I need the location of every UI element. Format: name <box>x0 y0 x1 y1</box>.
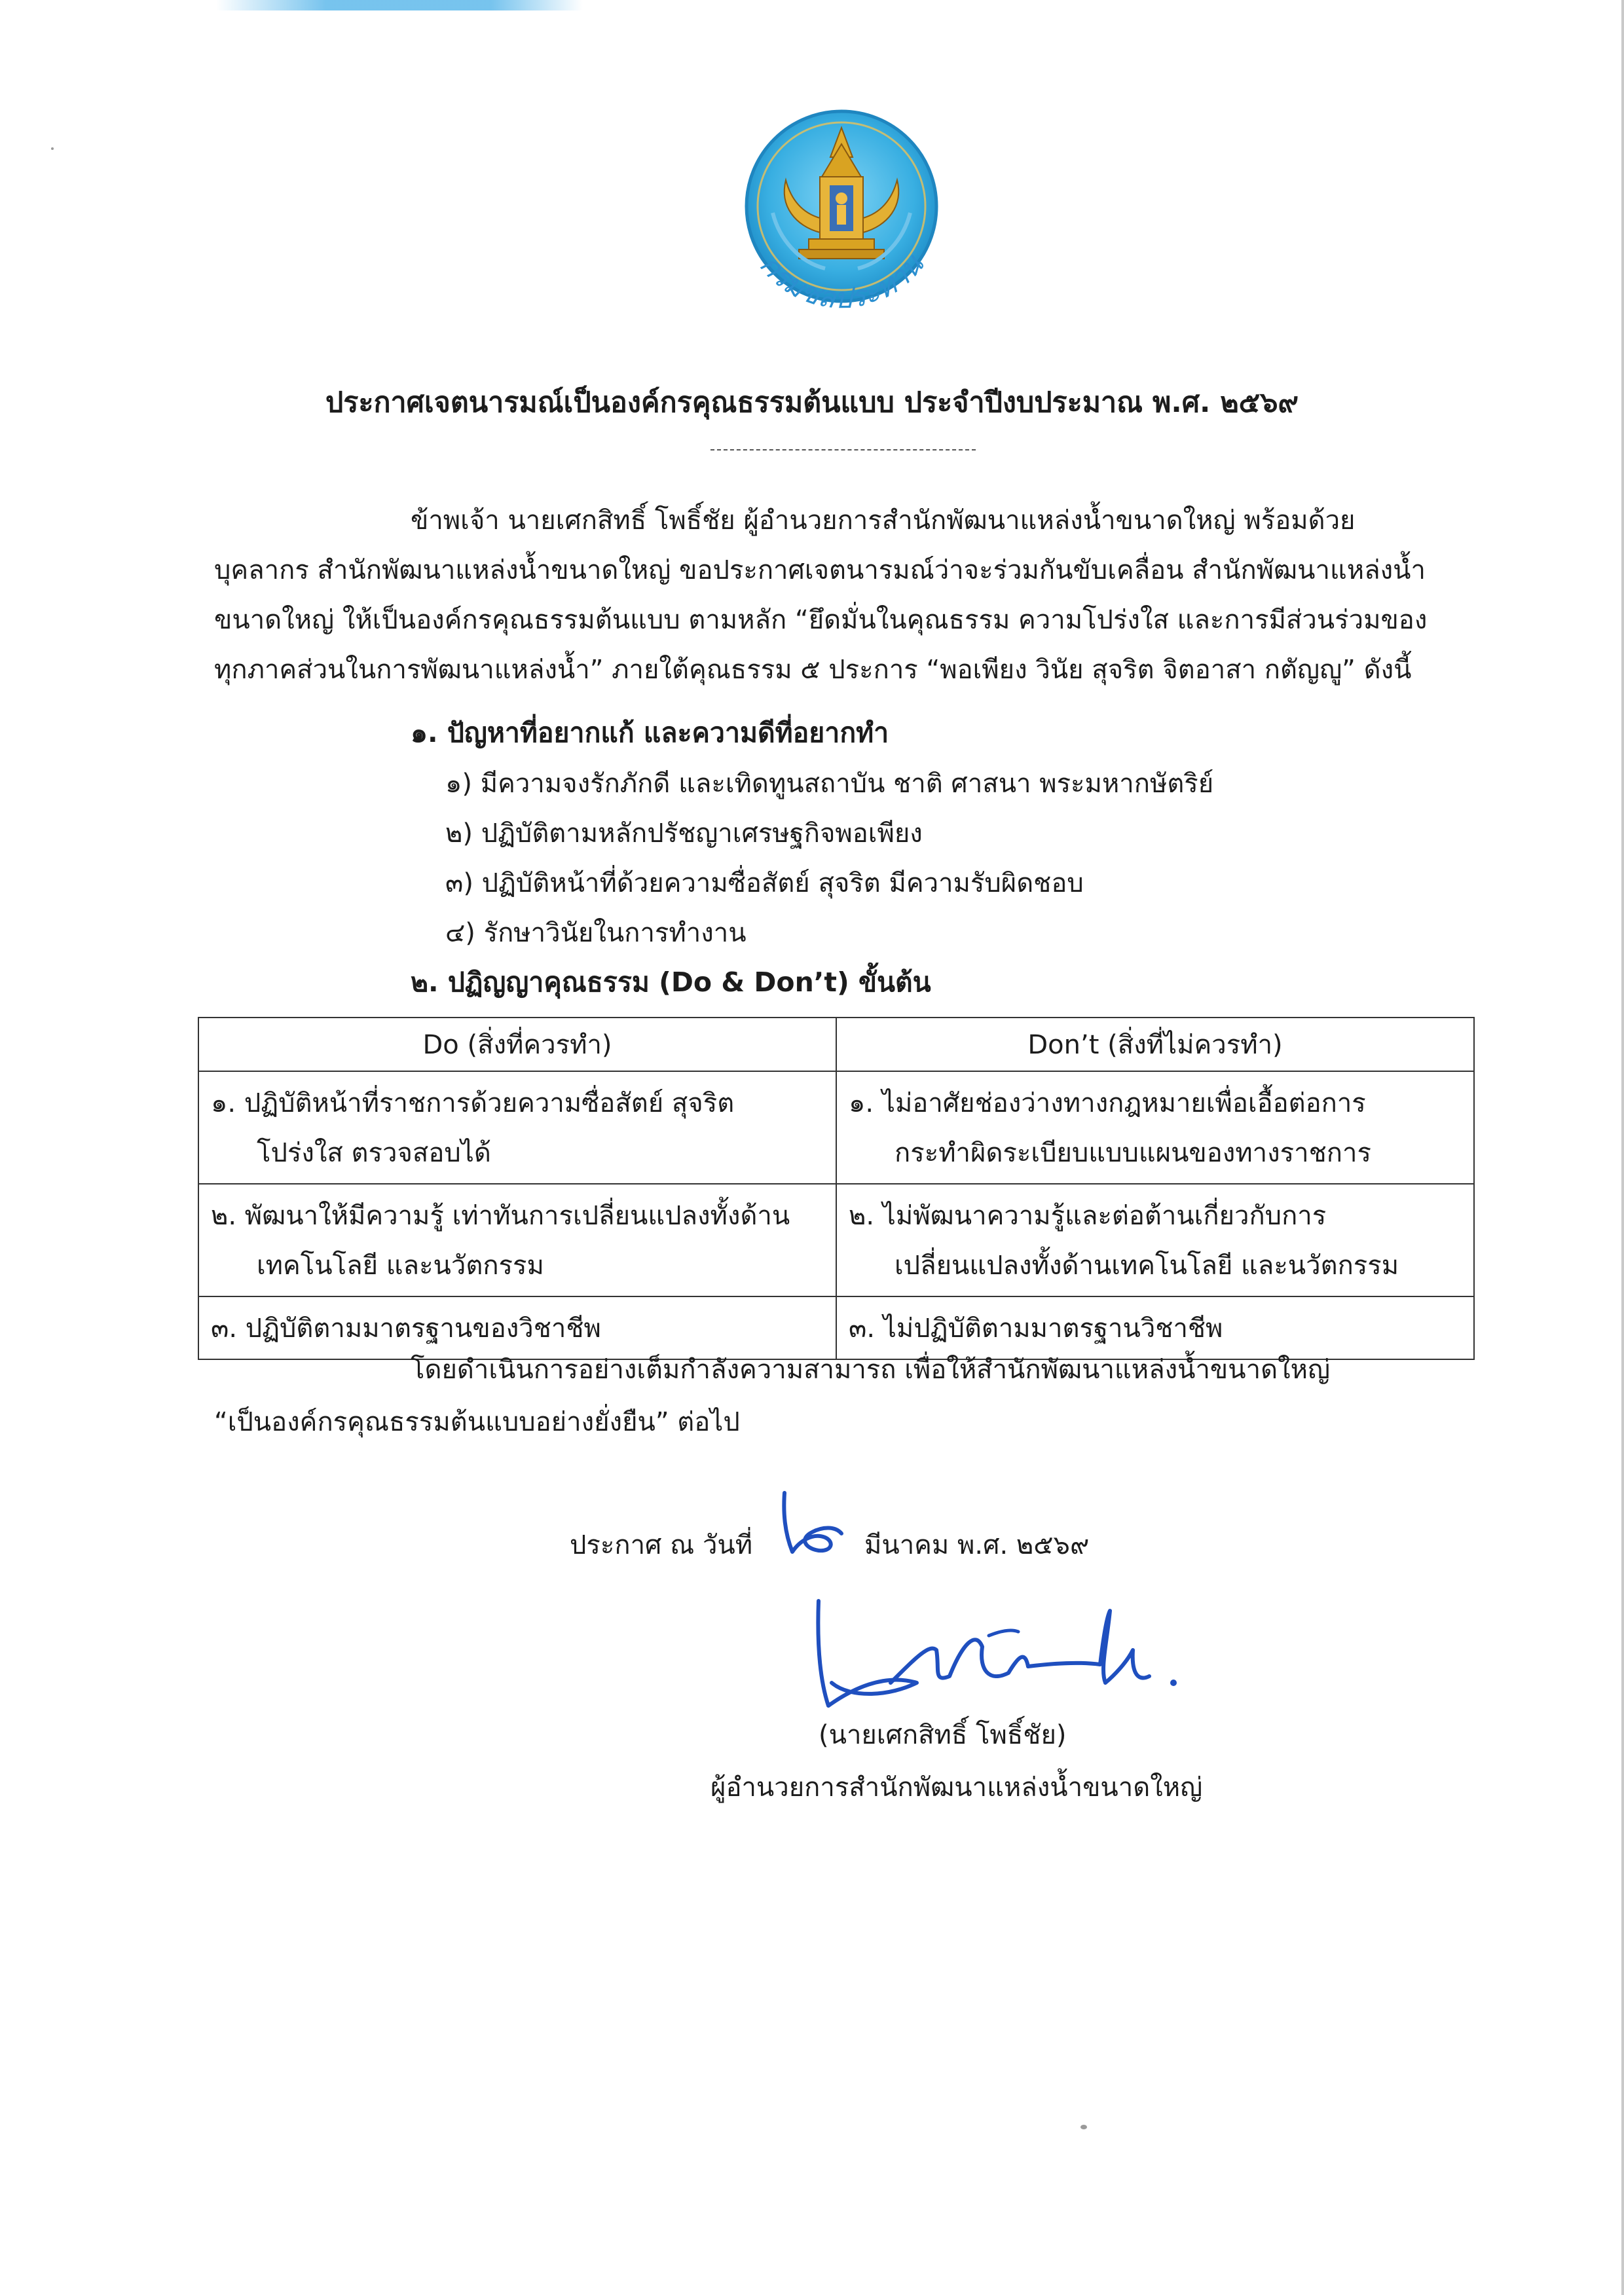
dont-cell <box>836 1184 1474 1296</box>
closing-line: “เป็นองค์กรคุณธรรมต้นแบบอย่างยั่งยืน” ต่อไป <box>214 1407 740 1437</box>
signature-scribble <box>792 1585 1198 1716</box>
cell-text: ๓. ปฏิบัติตามมาตรฐานของวิชาชีพ <box>211 1313 601 1344</box>
cell-text: ๑. ปฏิบัติหน้าที่ราชการด้วยความซื่อสัตย์ สุจริต <box>211 1088 735 1118</box>
handwritten-day <box>773 1486 851 1565</box>
section1-item: ๑) มีความจงรักภักดี และเทิดทูนสถาบัน ชาติ ศาสนา พระมหากษัตริย์ <box>445 769 1214 799</box>
cell-text: เทคโนโลยี และนวัตกรรม <box>257 1251 544 1281</box>
column-header-do: Do (สิ่งที่ควรทำ) <box>198 1018 836 1071</box>
scan-speck <box>51 147 54 150</box>
section1-heading: ๑. ปัญหาที่อยากแก้ และความดีที่อยากทำ <box>411 717 889 748</box>
cell-text: ๑. ไม่อาศัยช่องว่างทางกฎหมายเพื่อเอื้อต่อการ <box>849 1088 1366 1118</box>
intro-line: ข้าพเจ้า นายเศกสิทธิ์ โพธิ์ชัย ผู้อำนวยการสำนักพัฒนาแหล่งน้ำขนาดใหญ่ พร้อมด้วย <box>411 505 1356 536</box>
do-cell <box>198 1071 836 1184</box>
table-row <box>198 1184 1474 1296</box>
page-edge <box>1621 0 1624 2295</box>
page-title: ประกาศเจตนารมณ์เป็นองค์กรคุณธรรมต้นแบบ ประจำปีงบประมาณ พ.ศ. ๒๕๖๙ <box>325 386 1299 419</box>
do-cell <box>198 1184 836 1296</box>
seal-emblem <box>733 108 950 350</box>
cell-text: ๒. พัฒนาให้มีความรู้ เท่าทันการเปลี่ยนแปลงทั้งด้าน <box>211 1201 790 1231</box>
department-seal <box>733 108 950 350</box>
do-dont-table <box>198 1017 1475 1360</box>
dont-cell <box>836 1071 1474 1184</box>
cell-text: ๓. ไม่ปฏิบัติตามมาตรฐานวิชาชีพ <box>849 1313 1223 1344</box>
cell-text: กระทำผิดระเบียบแบบแผนของทางราชการ <box>895 1138 1371 1168</box>
intro-line: ขนาดใหญ่ ให้เป็นองค์กรคุณธรรมต้นแบบ ตามหลัก “ยึดมั่นในคุณธรรม ความโปร่งใส และการมีส่วนร่วมของ <box>214 605 1428 635</box>
section1-item: ๒) ปฏิบัติตามหลักปรัชญาเศรษฐกิจพอเพียง <box>445 818 923 849</box>
announce-prefix: ประกาศ ณ วันที่ <box>570 1530 753 1560</box>
section1-item: ๓) ปฏิบัติหน้าที่ด้วยความซื่อสัตย์ สุจริต มีความรับผิดชอบ <box>445 868 1084 898</box>
intro-line: บุคลากร สำนักพัฒนาแหล่งน้ำขนาดใหญ่ ขอประกาศเจตนารมณ์ว่าจะร่วมกันขับเคลื่อน สำนักพัฒนาแหล่งน้ำ <box>214 555 1426 585</box>
section1-item: ๔) รักษาวินัยในการทำงาน <box>445 918 747 948</box>
table-row <box>198 1071 1474 1184</box>
column-header-dont: Don’t (สิ่งที่ไม่ควรทำ) <box>836 1018 1474 1071</box>
cell-text: เปลี่ยนแปลงทั้งด้านเทคโนโลยี และนวัตกรรม <box>895 1251 1399 1281</box>
cell-text: โปร่งใส ตรวจสอบได้ <box>257 1138 491 1168</box>
closing-line: โดยดำเนินการอย่างเต็มกำลังความสามารถ เพื่อให้สำนักพัฒนาแหล่งน้ำขนาดใหญ่ <box>411 1355 1331 1385</box>
scan-artifact <box>216 0 583 10</box>
scan-speck <box>1080 2125 1087 2129</box>
table-header-row <box>198 1018 1474 1071</box>
cell-text: ๒. ไม่พัฒนาความรู้และต่อต้านเกี่ยวกับการ <box>849 1201 1327 1231</box>
intro-paragraph <box>214 496 1464 695</box>
closing-paragraph <box>214 1344 1464 1448</box>
seal-text: กรมชลประทาน <box>752 248 931 316</box>
intro-line: ทุกภาคส่วนในการพัฒนาแหล่งน้ำ” ภายใต้คุณธรรม ๕ ประการ “พอเพียง วินัย สุจริต จิตอาสา กตัญญู” ดังนี้ <box>214 655 1412 685</box>
title-divider <box>710 449 976 450</box>
announce-month-year: มีนาคม พ.ศ. ๒๕๖๙ <box>864 1530 1090 1560</box>
section2-heading: ๒. ปฏิญญาคุณธรรม (Do & Don’t) ขั้นต้น <box>411 966 931 998</box>
signer-position: ผู้อำนวยการสำนักพัฒนาแหล่งน้ำขนาดใหญ่ <box>710 1772 1203 1803</box>
signer-name: (นายเศกสิทธิ์ โพธิ์ชัย) <box>819 1720 1067 1750</box>
